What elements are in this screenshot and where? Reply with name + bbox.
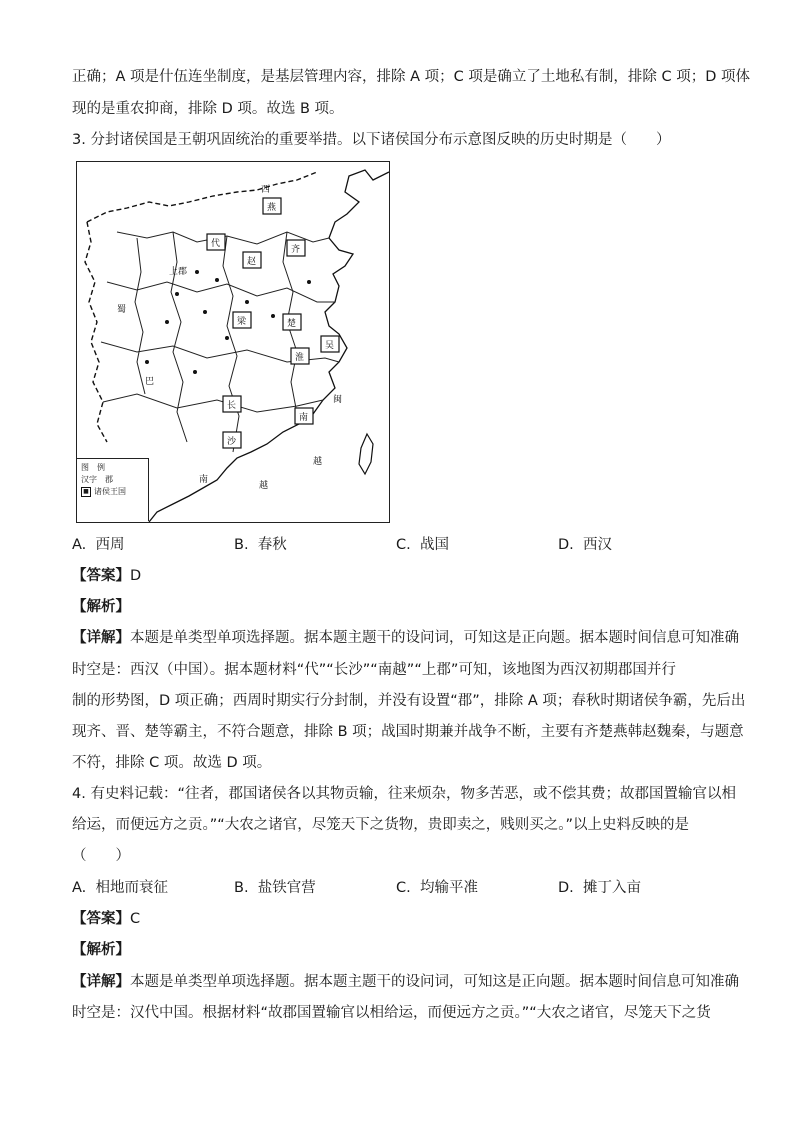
q3-detail-line: 现齐、晋、楚等霸主，不符合题意，排除 B 项；战国时期兼并战争不断，主要有齐楚燕韩赵魏秦，与题意	[72, 724, 744, 740]
svg-text:淮: 淮	[295, 353, 305, 363]
q3-analysis-label: 【解析】	[72, 599, 130, 615]
state-label-boxes	[207, 198, 339, 448]
svg-text:南: 南	[299, 413, 309, 423]
legend-box-icon: ■	[81, 487, 91, 497]
legend-title: 图 例	[81, 463, 105, 472]
question-3-stem: 3. 分封诸侯国是王朝巩固统治的重要举措。以下诸侯国分布示意图反映的历史时期是（ ）	[72, 132, 671, 148]
q3-option-a: A. 西周	[72, 537, 125, 553]
q4-detail-line: 时空是：汉代中国。根据材料“故郡国置输官以相给运，而便远方之贡。”“大农之诸官，尽笼天下之货	[72, 1005, 711, 1021]
svg-text:吴: 吴	[325, 341, 335, 351]
q3-detail-line: 【详解】本题是单类型单项选择题。据本题主题干的设问词，可知这是正向题。据本题时间信息可知准确	[72, 630, 739, 646]
svg-text:南: 南	[199, 475, 209, 485]
q3-answer: 【答案】D	[72, 568, 142, 584]
q4-option-d: D. 摊丁入亩	[558, 880, 641, 896]
svg-text:长: 长	[227, 401, 237, 411]
coastline	[149, 170, 389, 522]
svg-text:巴: 巴	[145, 377, 155, 387]
q4-option-c: C. 均输平准	[396, 880, 478, 896]
western-border	[85, 222, 107, 442]
question-4-stem: （ ）	[72, 848, 130, 864]
svg-text:越: 越	[313, 457, 323, 467]
svg-text:楚: 楚	[287, 319, 297, 329]
paragraph-line: 现的是重农抑商，排除 D 项。故选 B 项。	[72, 101, 344, 117]
q4-option-a: A. 相地而衰征	[72, 880, 168, 896]
q4-answer: 【答案】C	[72, 911, 141, 927]
svg-text:代: 代	[211, 239, 221, 249]
svg-text:上郡: 上郡	[169, 267, 188, 277]
q3-detail-line: 时空是：西汉（中国）。据本题材料“代”“长沙”“南越”“上郡”可知，该地图为西汉初期郡国并行	[72, 662, 676, 678]
q4-analysis-label: 【解析】	[72, 942, 130, 958]
northern-border	[87, 172, 317, 222]
paragraph-line: 正确；A 项是什伍连坐制度，是基层管理内容，排除 A 项；C 项是确立了土地私有制，排除 C 项；D 项体	[72, 69, 751, 85]
han-fiefdom-map	[76, 161, 390, 523]
q3-option-d: D. 西汉	[558, 537, 612, 553]
q3-detail-line: 制的形势图，D 项正确；西周时期实行分封制，并没有设置“郡”，排除 A 项；春秋时期诸侯争霸，先后出	[72, 693, 746, 709]
q4-option-b: B. 盐铁官营	[234, 880, 316, 896]
legend-kingdom: ■ 诸侯王国	[81, 486, 144, 498]
legend-commandery: 汉字 郡	[81, 475, 113, 484]
question-4-stem: 4. 有史料记载：“往者，郡国诸侯各以其物贡输，往来烦杂，物多苦恶，或不偿其费；故郡国置输官以相	[72, 786, 736, 802]
svg-text:齐: 齐	[291, 245, 301, 255]
q3-detail-line: 不符，排除 C 项。故选 D 项。	[72, 755, 272, 771]
svg-text:燕: 燕	[267, 203, 277, 213]
svg-text:闽: 闽	[333, 395, 343, 405]
svg-text:梁: 梁	[237, 317, 247, 327]
taiwan-island	[359, 434, 373, 474]
svg-text:沙: 沙	[227, 437, 237, 447]
svg-text:蜀: 蜀	[117, 305, 127, 315]
map-legend	[77, 458, 149, 521]
q4-detail-line: 【详解】本题是单类型单项选择题。据本题主题干的设问词，可知这是正向题。据本题时间信息可知准确	[72, 974, 739, 990]
svg-text:越: 越	[259, 481, 269, 491]
q3-option-c: C. 战国	[396, 537, 449, 553]
q3-option-b: B. 春秋	[234, 537, 287, 553]
svg-text:赵: 赵	[247, 257, 257, 267]
svg-text:西: 西	[261, 185, 271, 195]
question-4-stem: 给运，而便远方之贡。”“大农之诸官，尽笼天下之货物，贵即卖之，贱则买之。”以上史料反映的是	[72, 817, 690, 833]
